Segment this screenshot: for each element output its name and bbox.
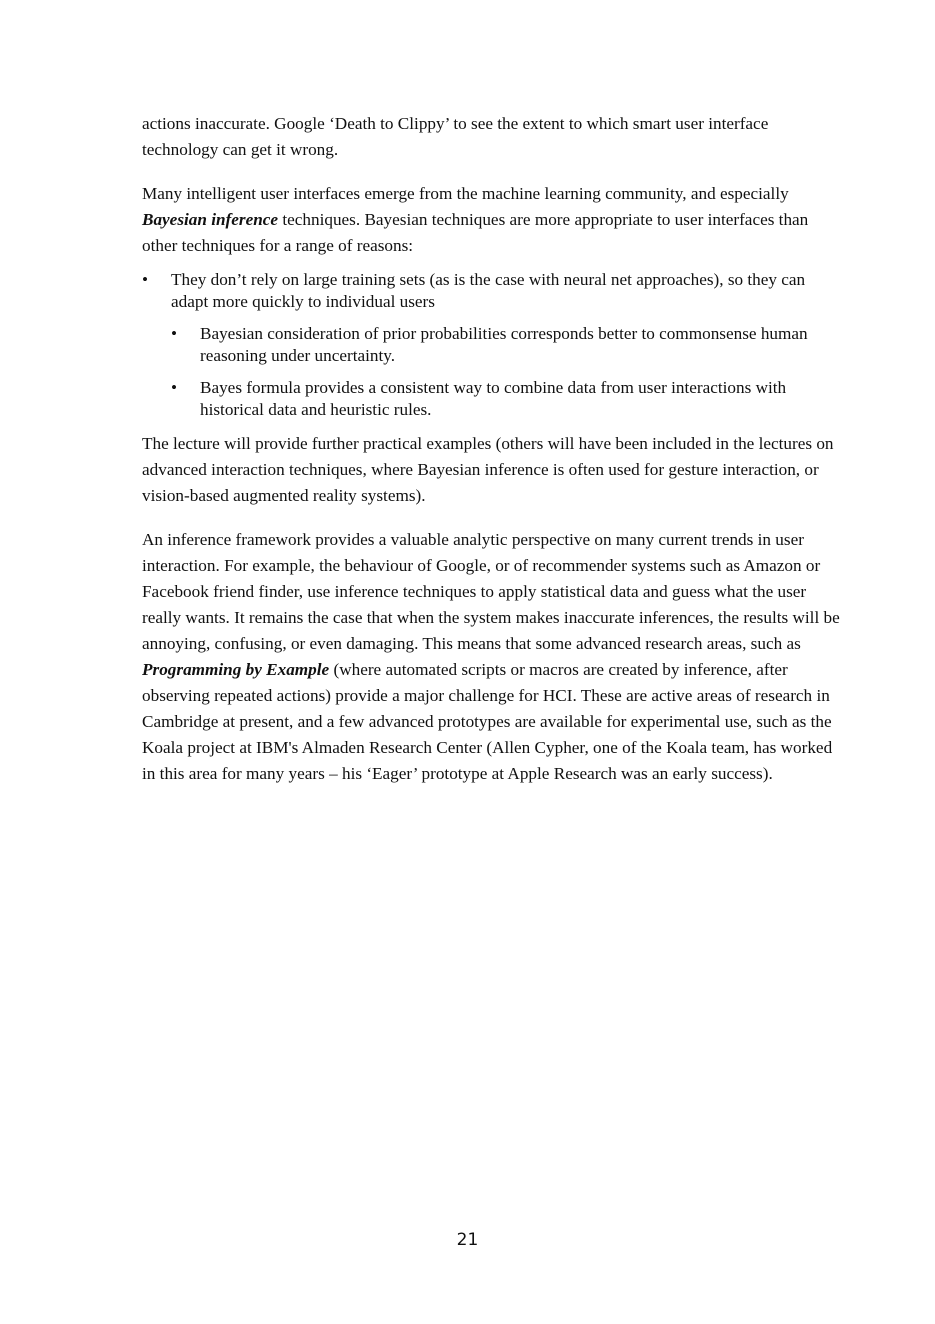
sub-bullet-list <box>171 323 842 421</box>
paragraph-text: Many intelligent user interfaces emerge from the machine learning community, and especially <box>142 184 789 203</box>
bullet-text: They don’t rely on large training sets (as is the case with neural net approaches), so they can adapt more quickly to individual users <box>171 270 806 311</box>
paragraph-lecture-examples: The lecture will provide further practical examples (others will have been included in the lectures on advanced interaction techniques, where Bayesian inference is often used for gesture interaction, or vision-based augmented reality systems). <box>142 434 834 505</box>
paragraph-text: techniques. Bayesian techniques are more appropriate to user interfaces than other techniques for a range of reasons: <box>142 210 809 255</box>
bullet-list <box>142 269 842 421</box>
paragraph-text: An inference framework provides a valuable analytic perspective on many current trends in user interaction. For example, the behaviour of Google, or of recommender systems such as Amazon or Facebook friend finder, use inference techniques to apply statistical data and guess what the user really wants. It remains the case that when the system makes inaccurate inferences, the results will be annoying, confusing, or even damaging. This means that some advanced research areas, such as <box>142 530 840 653</box>
paragraph-bayesian-intro <box>142 181 842 259</box>
list-item: • Bayes formula provides a consistent way to combine data from user interactions with historical data and heuristic rules. <box>171 377 842 421</box>
list-item: • Bayesian consideration of prior probabilities corresponds better to commonsense human reasoning under uncertainty. <box>171 323 842 367</box>
list-item <box>142 269 842 421</box>
emphasis-bayesian-inference: Bayesian inference <box>142 210 279 229</box>
page-number: 21 <box>456 1230 479 1250</box>
paragraph-inference-framework <box>142 527 842 787</box>
paragraph-text: (where automated scripts or macros are created by inference, after observing repeated actions) provide a major challenge for HCI. These are active areas of research in Cambridge at present, and a few advanced prototypes are available for experimental use, such as the Koala project at IBM's Almaden Research Center (Allen Cypher, one of the Koala team, has worked in this area for many years – his ‘Eager’ prototype at Apple Research was an early success). <box>142 660 833 783</box>
emphasis-programming-by-example: Programming by Example <box>142 660 330 679</box>
paragraph-clippy: actions inaccurate. Google ‘Death to Clippy’ to see the extent to which smart user interface technology can get it wrong. <box>142 114 769 159</box>
page-body <box>142 111 842 805</box>
